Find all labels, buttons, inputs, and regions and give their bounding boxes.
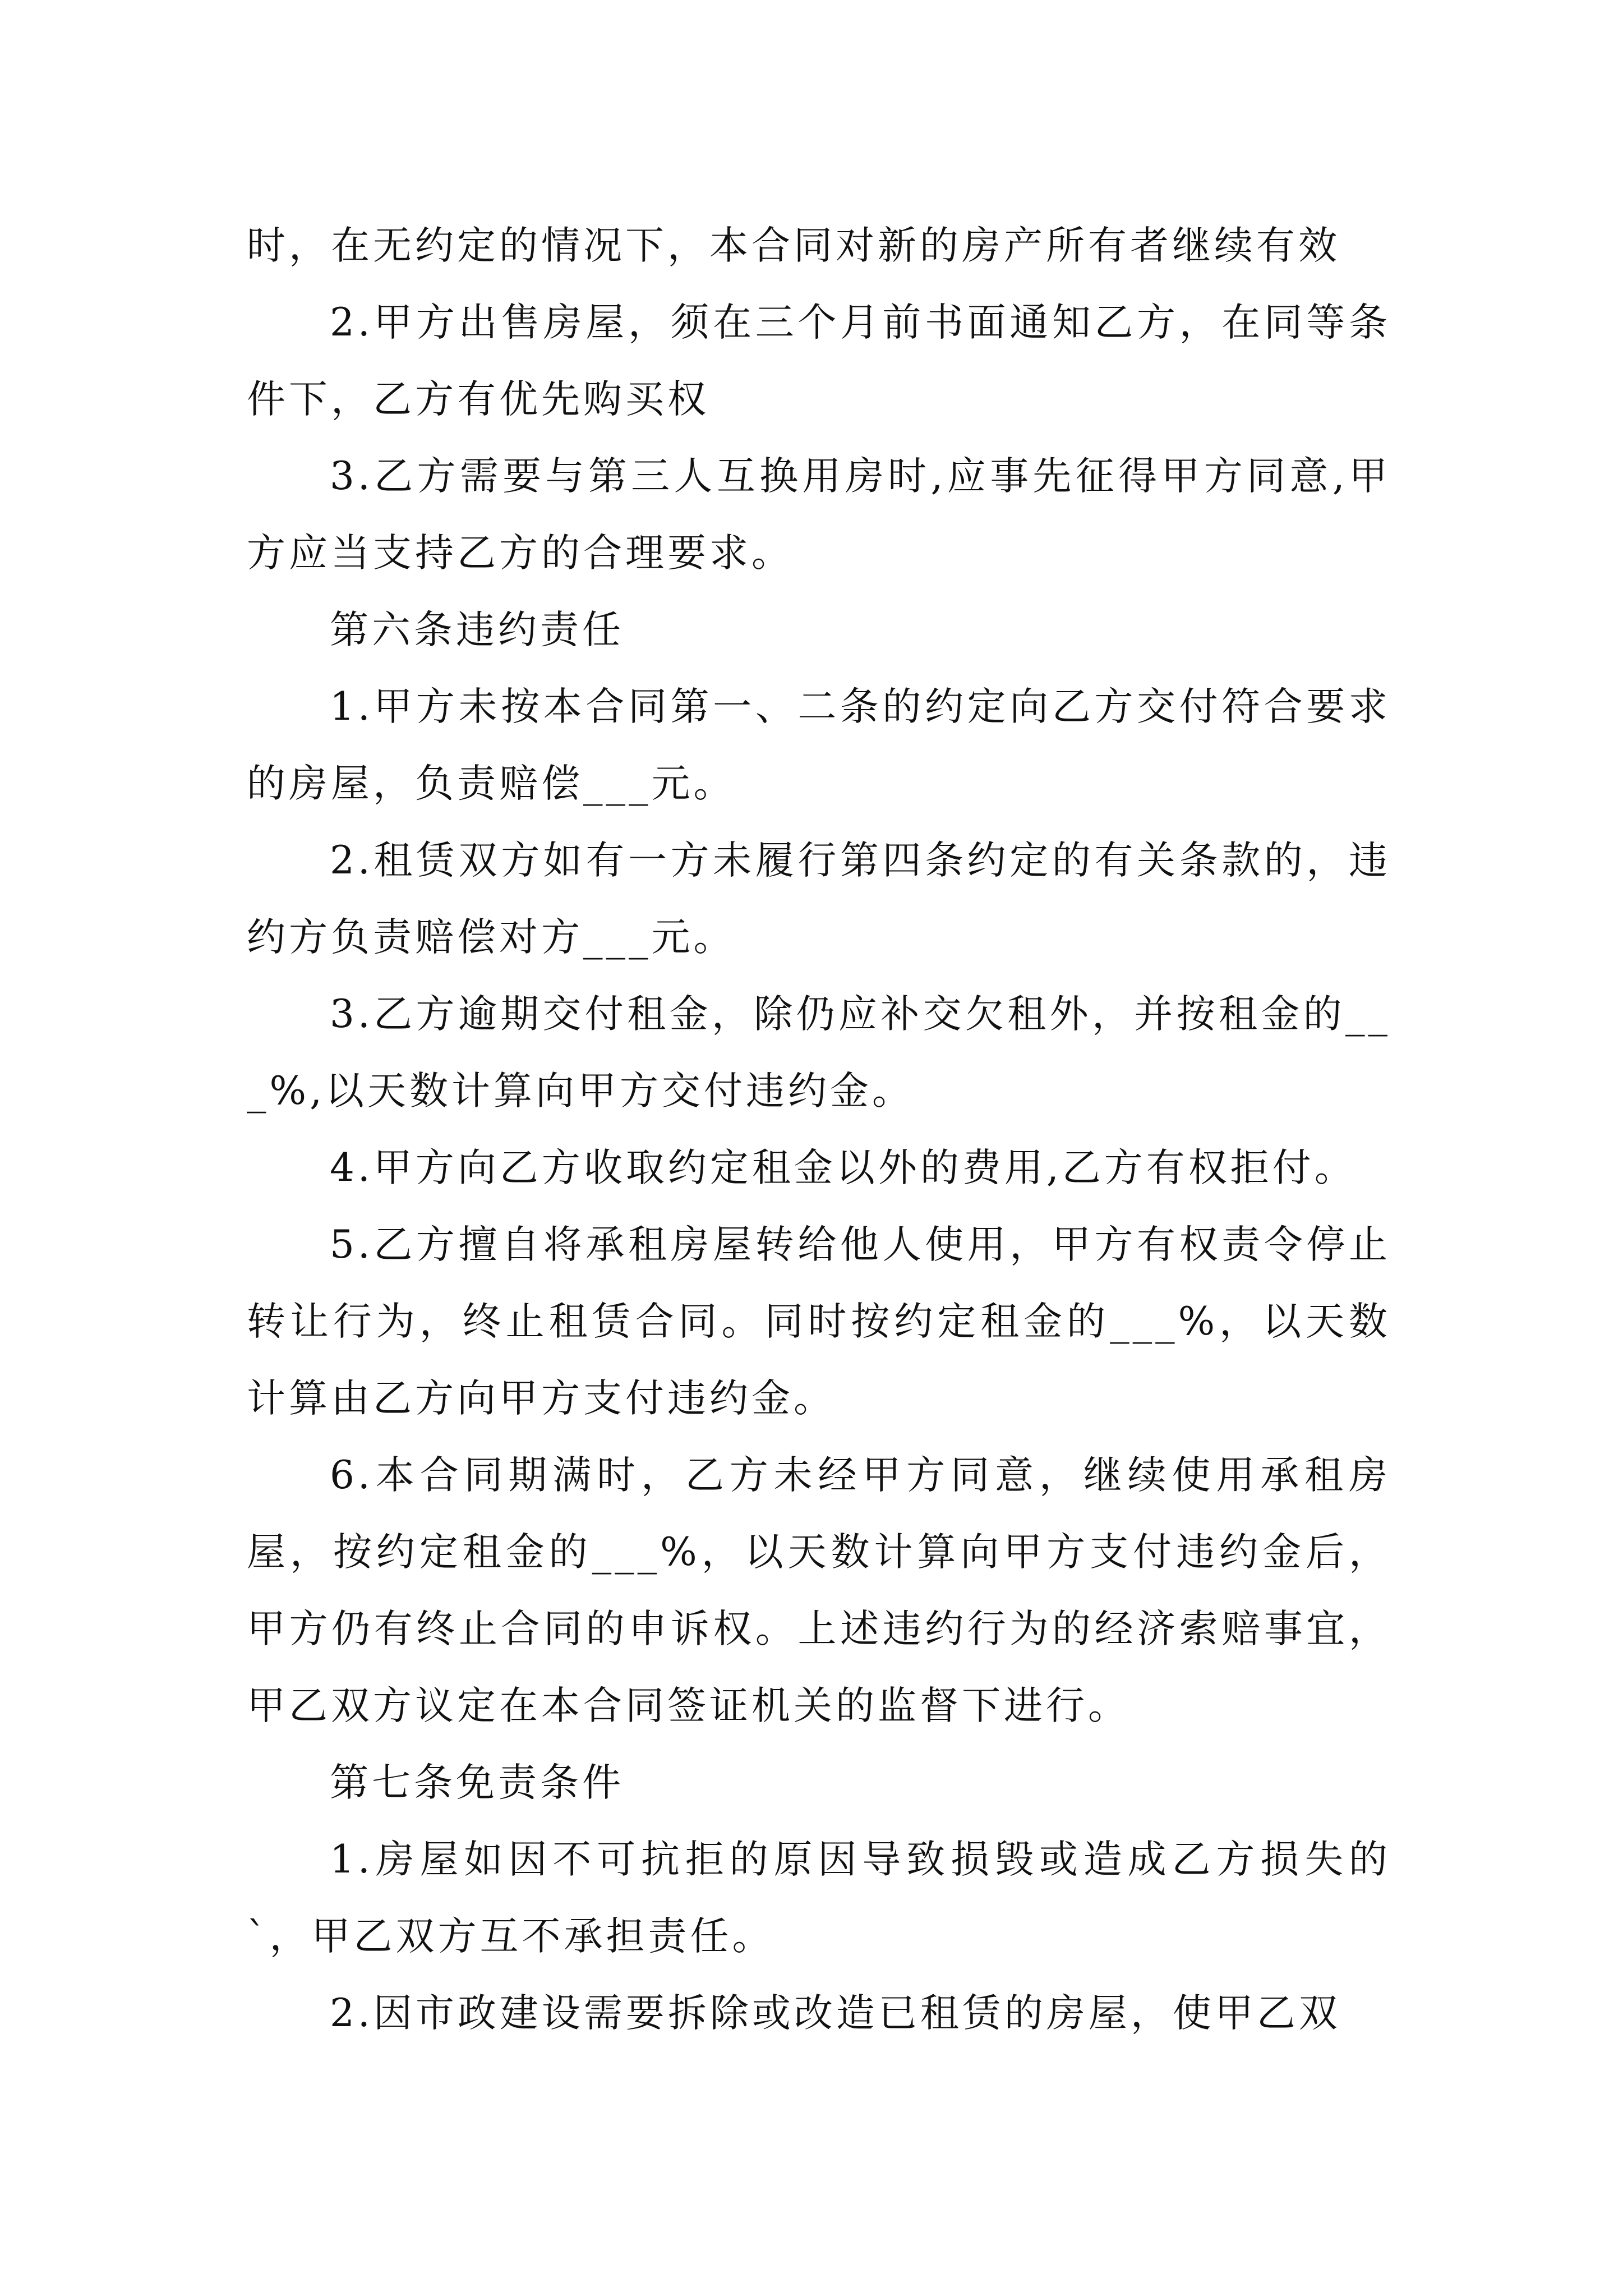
paragraph-clause-6-2: 2.租赁双方如有一方未履行第四条约定的有关条款的，违约方负责赔偿对方___元。 [247,838,1391,960]
paragraph-clause-6-1: 1.甲方未按本合同第一、二条的约定向乙方交付符合要求的房屋，负责赔偿___元。 [247,684,1391,806]
paragraph-clause-5-3: 3.乙方需要与第三人互换用房时,应事先征得甲方同意,甲方应当支持乙方的合理要求。 [247,454,1391,576]
paragraph-clause-6-6: 6.本合同期满时，乙方未经甲方同意，继续使用承租房屋，按约定租金的___%，以天数计算向甲方支付违约金后，甲方仍有终止合同的申诉权。上述违约行为的经济索赔事宜，甲乙双方议定在本合同签证机关的监督下进行。 [247,1453,1391,1728]
paragraph-continuation: 时，在无约定的情况下，本合同对新的房产所有者继续有效 [247,223,1340,268]
document-body [247,208,1391,2052]
section-heading-article-6: 第六条违约责任 [330,608,624,652]
paragraph-clause-6-5: 5.乙方擅自将承租房屋转给他人使用，甲方有权责令停止转让行为，终止租赁合同。同时按约定租金的___%，以天数计算由乙方向甲方支付违约金。 [247,1222,1391,1421]
paragraph-clause-7-2: 2.因市政建设需要拆除或改造已租赁的房屋，使甲乙双 [330,1991,1341,2036]
paragraph-clause-6-4: 4.甲方向乙方收取约定租金以外的费用,乙方有权拒付。 [330,1145,1357,1190]
paragraph-clause-6-3: 3.乙方逾期交付租金，除仍应补交欠租外，并按租金的___%,以天数计算向甲方交付违约金。 [247,992,1391,1114]
paragraph-clause-5-2: 2.甲方出售房屋，须在三个月前书面通知乙方，在同等条件下，乙方有优先购买权 [247,300,1391,422]
paragraph-clause-7-1: 1.房屋如因不可抗拒的原因导致损毁或造成乙方损失的`，甲乙双方互不承担责任。 [247,1837,1391,1959]
section-heading-article-7: 第七条免责条件 [330,1760,624,1805]
